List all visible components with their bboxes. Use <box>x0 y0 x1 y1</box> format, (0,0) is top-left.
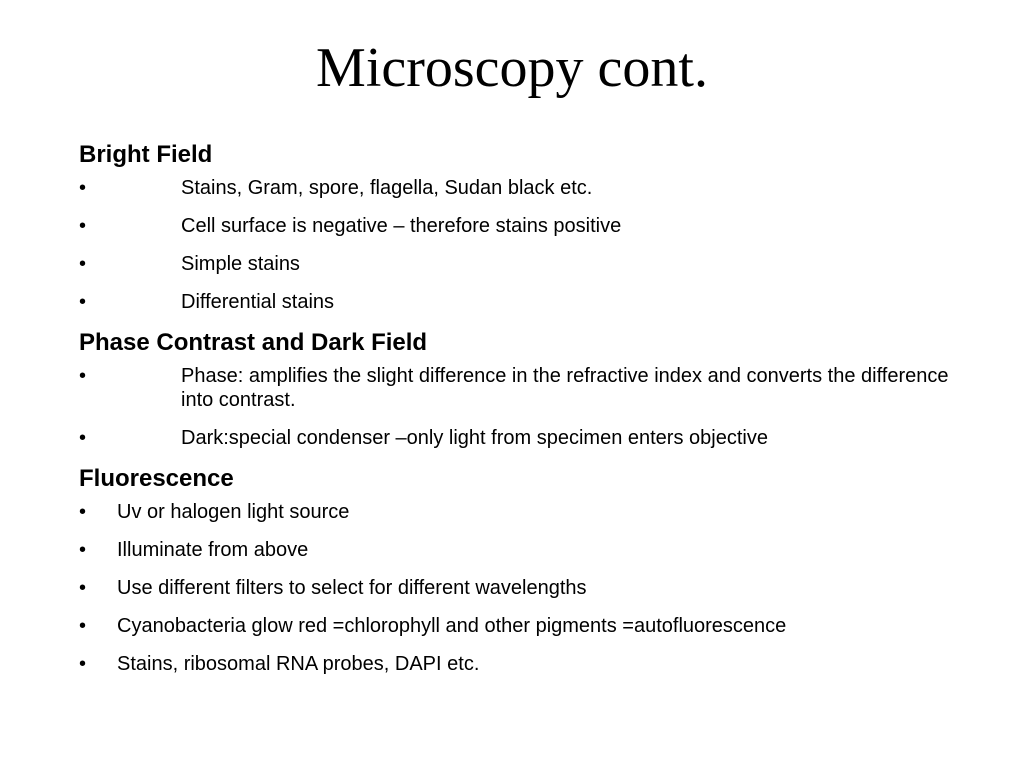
list-item-text: Cyanobacteria glow red =chlorophyll and other pigments =autofluorescence <box>117 615 787 637</box>
section-fluorescence <box>79 464 979 676</box>
list-item <box>79 576 979 600</box>
slide-title: Microscopy cont. <box>316 37 708 99</box>
list-item-text: Simple stains <box>181 253 300 275</box>
list-item-text: Differential stains <box>181 291 335 313</box>
list-item-text: Cell surface is negative – therefore stains positive <box>181 215 622 237</box>
section-heading: Fluorescence <box>79 465 234 492</box>
bullet-list <box>79 500 979 676</box>
list-item-text: Dark:special condenser –only light from specimen enters objective <box>181 427 768 449</box>
list-item-text: Phase: amplifies the slight difference in the refractive index and converts the difference into contrast. <box>181 365 949 411</box>
bullet-icon: • <box>79 365 87 387</box>
list-item <box>79 500 979 524</box>
list-item <box>79 652 979 676</box>
bullet-icon: • <box>79 177 87 199</box>
list-item <box>79 214 979 238</box>
list-item-text: Stains, Gram, spore, flagella, Sudan black etc. <box>181 177 593 199</box>
list-item <box>79 364 979 412</box>
section-heading: Phase Contrast and Dark Field <box>79 329 428 356</box>
bullet-list <box>79 176 979 314</box>
list-item <box>79 290 979 314</box>
section-phase-contrast <box>79 328 979 450</box>
list-item-text: Illuminate from above <box>117 539 309 561</box>
bullet-icon: • <box>79 653 87 675</box>
bullet-icon: • <box>79 501 87 523</box>
bullet-icon: • <box>79 615 87 637</box>
bullet-list <box>79 364 979 450</box>
list-item-text: Stains, ribosomal RNA probes, DAPI etc. <box>117 653 480 675</box>
bullet-icon: • <box>79 427 87 449</box>
list-item <box>79 252 979 276</box>
bullet-icon: • <box>79 215 87 237</box>
list-item <box>79 176 979 200</box>
list-item-text: Uv or halogen light source <box>117 501 350 523</box>
list-item <box>79 426 979 450</box>
bullet-icon: • <box>79 253 87 275</box>
slide-body <box>79 140 979 690</box>
bullet-icon: • <box>79 577 87 599</box>
bullet-icon: • <box>79 539 87 561</box>
section-bright-field <box>79 140 979 314</box>
list-item <box>79 538 979 562</box>
list-item <box>79 614 979 638</box>
bullet-icon: • <box>79 291 87 313</box>
section-heading: Bright Field <box>79 141 213 168</box>
list-item-text: Use different filters to select for different wavelengths <box>117 577 587 599</box>
